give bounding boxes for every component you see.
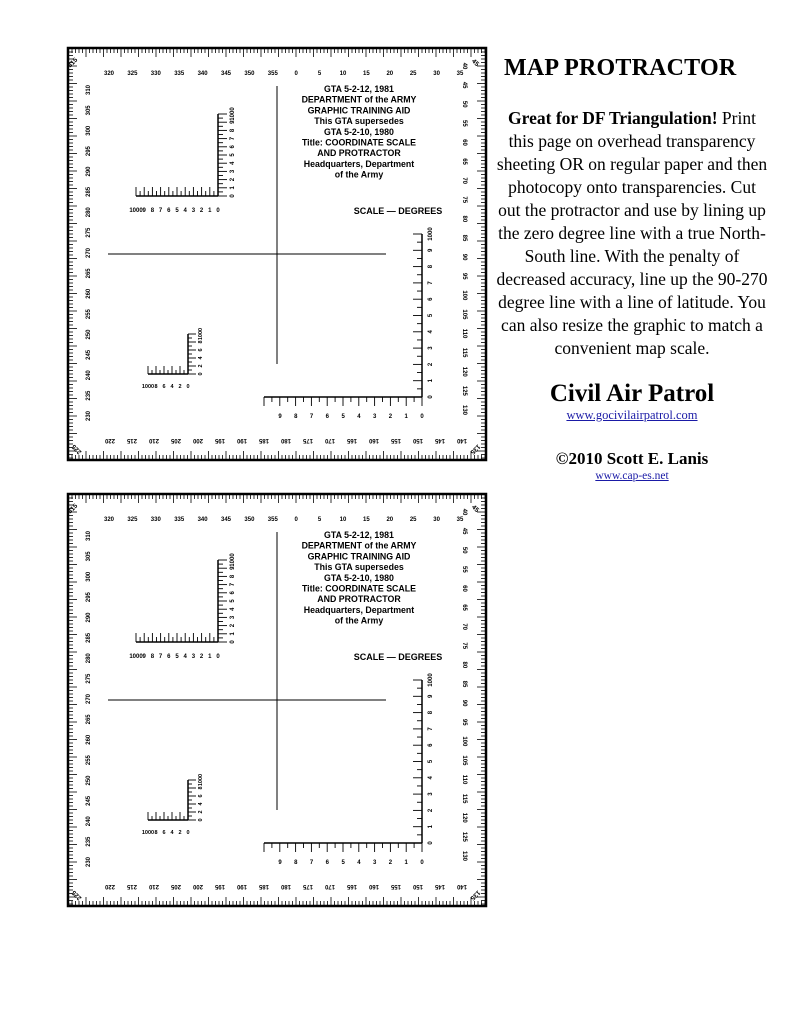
degree-label-left: 290 — [86, 166, 92, 177]
scale-label-h: 1000 — [129, 208, 143, 214]
scale-label-h: 6 — [325, 860, 330, 866]
degree-label-bottom: 210 — [148, 437, 160, 443]
degree-label-top: 355 — [267, 71, 278, 77]
degree-label-corner: 315 — [66, 502, 80, 516]
degree-label-left: 240 — [86, 370, 92, 381]
degree-label-top: 30 — [433, 517, 440, 523]
scale-label-h: 7 — [309, 860, 314, 866]
degree-label-right: 90 — [461, 253, 467, 261]
scale-label-h: 7 — [158, 654, 163, 660]
degree-label-right: 110 — [461, 328, 467, 339]
degree-label-bottom: 165 — [346, 883, 358, 889]
scale-label-h: 8 — [150, 208, 155, 214]
degree-label-bottom: 155 — [390, 883, 402, 889]
center-text-line: Title: COORDINATE SCALE — [301, 583, 417, 594]
degree-label-corner: 45 — [470, 57, 481, 68]
degree-label-right: 75 — [461, 196, 467, 204]
degree-label-left: 300 — [86, 571, 92, 582]
degree-label-corner: 45 — [470, 503, 481, 514]
degree-label-top: 35 — [456, 71, 464, 77]
degree-label-left: 275 — [86, 673, 92, 684]
center-text-line: GTA 5-2-10, 1980 — [324, 572, 394, 583]
scale-label-v: 7 — [230, 582, 236, 587]
degree-label-bottom: 205 — [170, 437, 182, 443]
degree-label-left: 245 — [86, 795, 92, 806]
scale-label-h: 6 — [162, 830, 166, 836]
scale-label-v: 6 — [198, 794, 204, 798]
degree-label-right: 70 — [461, 177, 467, 185]
degree-label-left: 310 — [86, 530, 92, 542]
degree-label-right: 65 — [461, 158, 467, 165]
center-text-line: Title: COORDINATE SCALE — [301, 137, 417, 148]
scale-label-h: 1 — [208, 208, 212, 214]
center-text-line: GTA 5-2-12, 1981 — [324, 530, 394, 540]
degree-label-left: 270 — [86, 693, 92, 705]
degree-label-top: 335 — [174, 71, 185, 77]
degree-label-top: 0 — [294, 517, 298, 523]
scale-label-h: 2 — [199, 654, 204, 660]
degree-label-top: 10 — [339, 517, 347, 523]
scale-label-h: 4 — [170, 830, 174, 836]
degree-label-bottom: 155 — [390, 437, 402, 443]
scale-label-h: 2 — [178, 384, 182, 390]
degree-label-bottom: 195 — [214, 437, 226, 443]
scale-label-h: 0 — [186, 830, 190, 836]
map-protractor-top — [64, 44, 490, 464]
scale-label-h: 9 — [142, 208, 146, 214]
degree-label-top: 25 — [409, 71, 417, 77]
degree-label-bottom: 205 — [170, 883, 182, 889]
degree-label-bottom: 140 — [456, 883, 468, 889]
center-text-line: AND PROTRACTOR — [317, 594, 401, 605]
scale-label-h: 5 — [341, 860, 345, 866]
scale-label-v: 8 — [428, 710, 434, 715]
degree-label-bottom: 215 — [126, 883, 138, 889]
scale-label-v: 7 — [230, 136, 236, 141]
scale-label-h: 6 — [325, 414, 330, 420]
degree-label-right: 115 — [461, 347, 467, 358]
instructions-lead: Great for DF Triangulation! — [508, 108, 718, 128]
degree-label-left: 285 — [86, 186, 92, 197]
degree-label-left: 230 — [86, 410, 92, 422]
scale-label-h: 6 — [167, 208, 171, 214]
scale-label-v: 8 — [230, 574, 236, 579]
scale-label-v: 4 — [230, 607, 236, 611]
scale-label-h: 1000 — [129, 654, 143, 660]
scale-label-v: 2 — [428, 362, 434, 367]
scale-label-h: 1 — [404, 860, 408, 866]
protractor-graphic — [64, 44, 490, 464]
scale-label: SCALE — DEGREES — [353, 206, 443, 216]
scale-label-v: 5 — [230, 599, 236, 603]
degree-label-right: 100 — [461, 736, 467, 747]
degree-label-top: 325 — [127, 517, 138, 523]
instructions-panel — [496, 52, 768, 482]
scale-label-v: 2 — [428, 808, 434, 813]
degree-label-top: 330 — [150, 71, 161, 77]
scale-label-v: 3 — [428, 792, 434, 796]
degree-label-corner: 135 — [468, 888, 482, 902]
degree-label-left: 275 — [86, 227, 92, 238]
scale-label-v: 8 — [198, 786, 204, 790]
scale-label-h: 1000 — [141, 830, 155, 836]
degree-label-bottom: 185 — [258, 437, 270, 443]
degree-label-bottom: 180 — [280, 883, 292, 889]
scale-label-h: 2 — [388, 414, 393, 420]
scale-label-h: 8 — [294, 414, 298, 420]
scale-label-h: 3 — [372, 414, 377, 420]
scale-label-h: 3 — [191, 654, 196, 660]
degree-label-top: 25 — [409, 517, 417, 523]
degree-label-left: 285 — [86, 632, 92, 643]
scale-label-v: 1000 — [428, 227, 434, 241]
degree-label-top: 35 — [456, 517, 464, 523]
degree-label-bottom: 200 — [192, 437, 204, 443]
degree-label-right: 45 — [461, 81, 467, 89]
degree-label-right: 80 — [461, 661, 467, 669]
protractor-graphic — [64, 490, 490, 910]
degree-label-right: 60 — [461, 139, 467, 146]
scale-label-h: 5 — [175, 654, 179, 660]
degree-label-top: 345 — [220, 71, 232, 77]
scale-label-h: 0 — [420, 414, 424, 420]
degree-label-right: 55 — [461, 119, 467, 127]
degree-label-right: 95 — [461, 718, 467, 726]
degree-label-top: 30 — [433, 71, 440, 77]
degree-label-bottom: 190 — [236, 883, 248, 889]
degree-label-right: 120 — [461, 812, 467, 823]
center-text-line: DEPARTMENT of the ARMY — [301, 540, 417, 551]
scale-label-h: 5 — [341, 414, 345, 420]
degree-label-left: 290 — [86, 612, 92, 623]
scale-label-v: 7 — [428, 281, 434, 285]
center-text-line: This GTA supersedes — [314, 562, 404, 573]
degree-label-right: 125 — [461, 385, 467, 396]
scale-label-h: 1 — [404, 414, 408, 420]
copyright-notice: ©2010 Scott E. Lanis — [555, 449, 709, 468]
degree-label-bottom: 150 — [412, 883, 424, 889]
degree-label-top: 340 — [197, 71, 208, 77]
scale-label-v: 6 — [198, 348, 204, 352]
map-protractor-bottom — [64, 490, 490, 910]
degree-label-left: 230 — [86, 856, 92, 868]
degree-label-left: 235 — [86, 836, 92, 847]
scale-label-h: 0 — [216, 208, 220, 214]
center-text-line: of the Army — [334, 169, 384, 180]
degree-label-top: 320 — [103, 71, 115, 77]
scale-label-v: 1 — [230, 632, 236, 636]
scale-label-h: 0 — [420, 860, 424, 866]
degree-label-right: 55 — [461, 565, 467, 573]
degree-label-top: 20 — [386, 71, 394, 77]
degree-label-left: 260 — [86, 288, 92, 299]
degree-label-bottom: 215 — [126, 437, 138, 443]
degree-label-left: 255 — [86, 309, 92, 320]
scale-label-v: 5 — [428, 313, 434, 318]
degree-label-corner: 135 — [468, 442, 482, 456]
scale-label-v: 0 — [230, 640, 236, 644]
scale-label-v: 1000 — [230, 553, 236, 567]
scale-label-v: 2 — [230, 177, 236, 182]
degree-label-right: 50 — [461, 546, 467, 554]
scale-label-h: 3 — [372, 860, 377, 866]
degree-label-bottom: 175 — [302, 883, 314, 889]
center-text-line: DEPARTMENT of the ARMY — [301, 94, 417, 105]
degree-label-top: 345 — [220, 517, 232, 523]
degree-label-right: 60 — [461, 585, 467, 592]
scale-label-h: 7 — [309, 414, 314, 420]
degree-label-right: 90 — [461, 699, 467, 707]
scale-label-h: 3 — [191, 208, 196, 214]
degree-label-left: 235 — [86, 390, 92, 401]
degree-label-bottom: 195 — [214, 883, 226, 889]
scale-label-h: 4 — [183, 208, 187, 214]
degree-label-right: 80 — [461, 215, 467, 223]
degree-label-bottom: 210 — [148, 883, 160, 889]
degree-label-left: 255 — [86, 755, 92, 766]
degree-label-bottom: 145 — [434, 883, 446, 889]
degree-label-corner: 225 — [70, 442, 84, 456]
degree-label-bottom: 190 — [236, 437, 248, 443]
degree-label-left: 305 — [86, 105, 92, 116]
degree-label-left: 280 — [86, 653, 92, 664]
degree-label-right: 50 — [461, 100, 467, 108]
scale-label-v: 0 — [428, 841, 434, 845]
scale-label-v: 0 — [198, 372, 204, 376]
scale-label-h: 9 — [278, 414, 282, 420]
degree-label-right: 45 — [461, 527, 467, 535]
degree-label-right: 65 — [461, 604, 467, 611]
scale-label-h: 1 — [208, 654, 212, 660]
degree-label-top: 340 — [197, 517, 208, 523]
degree-label-left: 270 — [86, 247, 92, 259]
degree-label-left: 295 — [86, 146, 92, 157]
degree-label-top: 15 — [363, 71, 370, 77]
degree-label-left: 250 — [86, 775, 92, 786]
organization-name: Civil Air Patrol — [549, 380, 715, 407]
degree-label-bottom: 220 — [104, 437, 116, 443]
scale-label-v: 6 — [230, 591, 236, 595]
scale-label-v: 5 — [428, 759, 434, 764]
scale-label-h: 4 — [183, 654, 187, 660]
center-text-line: GRAPHIC TRAINING AID — [307, 551, 411, 562]
degree-label-bottom: 165 — [346, 437, 358, 443]
center-text-line: of the Army — [334, 615, 384, 626]
degree-label-right: 125 — [461, 831, 467, 842]
scale-label-v: 1 — [428, 825, 434, 829]
scale-label-v: 2 — [198, 810, 204, 814]
scale-label-h: 8 — [154, 830, 158, 836]
degree-label-corner: 315 — [66, 56, 80, 70]
degree-label-corner: 225 — [70, 888, 84, 902]
degree-label-top: 20 — [386, 517, 394, 523]
degree-label-bottom: 140 — [456, 437, 468, 443]
degree-label-top: 350 — [244, 517, 255, 523]
scale-label-v: 6 — [428, 743, 434, 747]
degree-label-right: 40 — [461, 508, 467, 516]
scale-label-v: 9 — [428, 248, 434, 252]
degree-label-left: 310 — [86, 84, 92, 96]
scale-label-v: 2 — [198, 364, 204, 368]
degree-label-top: 0 — [294, 71, 298, 77]
scale-label-h: 0 — [186, 384, 190, 390]
degree-label-right: 100 — [461, 290, 467, 301]
scale-label-h: 0 — [216, 654, 220, 660]
degree-label-right: 105 — [461, 755, 467, 766]
center-text-line: Headquarters, Department — [303, 604, 415, 615]
scale-label-v: 1 — [428, 379, 434, 383]
scale-label-v: 9 — [230, 120, 236, 124]
center-text-line: This GTA supersedes — [314, 116, 404, 127]
scale-label-h: 2 — [178, 830, 182, 836]
instructions-body: Print this page on overhead transparency sheeting OR on regular paper and then photocopy onto transparencies. Cut out the protractor and use by lining up the zero degree line with a true North-South line. With the penalty of decreased accuracy, line up the 90-270 degree line with a line of latitude. You can also resize the graphic to match a convenient map scale. — [496, 108, 768, 358]
degree-label-left: 295 — [86, 592, 92, 603]
scale-label-h: 4 — [170, 384, 174, 390]
scale-label: SCALE — DEGREES — [353, 652, 443, 662]
degree-label-top: 355 — [267, 517, 278, 523]
degree-label-bottom: 150 — [412, 437, 424, 443]
scale-label-v: 2 — [230, 623, 236, 628]
scale-label-v: 0 — [198, 818, 204, 822]
degree-label-bottom: 160 — [368, 883, 380, 889]
scale-label-v: 8 — [198, 340, 204, 344]
degree-label-bottom: 145 — [434, 437, 446, 443]
degree-label-right: 95 — [461, 272, 467, 280]
degree-label-right: 130 — [461, 404, 467, 416]
degree-label-right: 85 — [461, 680, 467, 688]
scale-label-h: 9 — [278, 860, 282, 866]
degree-label-bottom: 185 — [258, 883, 270, 889]
degree-label-right: 105 — [461, 309, 467, 320]
scale-label-v: 1000 — [230, 107, 236, 121]
scale-label-v: 4 — [230, 161, 236, 165]
scale-label-v: 1000 — [198, 327, 204, 341]
scale-label-h: 8 — [154, 384, 158, 390]
scale-label-v: 4 — [428, 330, 434, 334]
center-text-line: GRAPHIC TRAINING AID — [307, 105, 411, 116]
scale-label-v: 4 — [198, 802, 204, 806]
scale-label-v: 1000 — [428, 673, 434, 687]
scale-label-v: 0 — [428, 395, 434, 399]
degree-label-right: 75 — [461, 642, 467, 650]
scale-label-v: 3 — [428, 346, 434, 350]
degree-label-right: 120 — [461, 366, 467, 377]
scale-label-h: 6 — [167, 654, 171, 660]
degree-label-bottom: 220 — [104, 883, 116, 889]
degree-label-left: 300 — [86, 125, 92, 136]
scale-label-h: 9 — [142, 654, 146, 660]
scale-label-v: 6 — [428, 297, 434, 301]
degree-label-right: 110 — [461, 774, 467, 785]
degree-label-top: 330 — [150, 517, 161, 523]
degree-label-bottom: 170 — [324, 883, 336, 889]
degree-label-bottom: 170 — [324, 437, 336, 443]
scale-label-h: 4 — [357, 860, 361, 866]
degree-label-left: 245 — [86, 349, 92, 360]
degree-label-top: 335 — [174, 517, 185, 523]
scale-label-v: 8 — [428, 264, 434, 269]
degree-label-left: 265 — [86, 268, 92, 279]
degree-label-left: 240 — [86, 816, 92, 827]
degree-label-top: 10 — [339, 71, 347, 77]
center-text-line: GTA 5-2-12, 1981 — [324, 84, 394, 94]
scale-label-v: 6 — [230, 145, 236, 149]
page-title: MAP PROTRACTOR — [504, 55, 737, 81]
scale-label-h: 7 — [158, 208, 163, 214]
degree-label-top: 5 — [317, 71, 322, 77]
center-text-line: GTA 5-2-10, 1980 — [324, 126, 394, 137]
scale-label-v: 7 — [428, 727, 434, 731]
degree-label-bottom: 200 — [192, 883, 204, 889]
degree-label-top: 325 — [127, 71, 138, 77]
organization-link[interactable]: www.gocivilairpatrol.com — [566, 408, 698, 422]
degree-label-left: 305 — [86, 551, 92, 562]
degree-label-left: 250 — [86, 329, 92, 340]
degree-label-left: 280 — [86, 207, 92, 218]
degree-label-right: 40 — [461, 62, 467, 70]
degree-label-top: 15 — [363, 517, 370, 523]
degree-label-bottom: 160 — [368, 437, 380, 443]
author-link[interactable]: www.cap-es.net — [595, 470, 669, 482]
scale-label-v: 1 — [230, 186, 236, 190]
degree-label-right: 85 — [461, 234, 467, 242]
degree-label-top: 350 — [244, 71, 255, 77]
degree-label-right: 130 — [461, 850, 467, 862]
degree-label-bottom: 180 — [280, 437, 292, 443]
scale-label-v: 5 — [230, 153, 236, 157]
scale-label-h: 1000 — [141, 384, 155, 390]
scale-label-v: 0 — [230, 194, 236, 198]
degree-label-left: 265 — [86, 714, 92, 725]
degree-label-left: 260 — [86, 734, 92, 745]
scale-label-h: 8 — [294, 860, 298, 866]
scale-label-v: 1000 — [198, 773, 204, 787]
scale-label-v: 9 — [428, 694, 434, 698]
degree-label-top: 5 — [317, 517, 322, 523]
scale-label-h: 5 — [175, 208, 179, 214]
scale-label-v: 4 — [428, 776, 434, 780]
center-text-line: AND PROTRACTOR — [317, 148, 401, 159]
scale-label-h: 8 — [150, 654, 155, 660]
scale-label-v: 3 — [230, 169, 236, 174]
instructions-paragraph — [496, 107, 768, 360]
scale-label-v: 8 — [230, 128, 236, 133]
degree-label-right: 115 — [461, 793, 467, 804]
scale-label-h: 2 — [199, 208, 204, 214]
center-text-line: Headquarters, Department — [303, 158, 415, 169]
degree-label-top: 320 — [103, 517, 115, 523]
scale-label-h: 6 — [162, 384, 166, 390]
scale-label-h: 4 — [357, 414, 361, 420]
scale-label-v: 9 — [230, 566, 236, 570]
scale-label-v: 4 — [198, 356, 204, 360]
degree-label-bottom: 175 — [302, 437, 314, 443]
scale-label-v: 3 — [230, 615, 236, 620]
degree-label-right: 70 — [461, 623, 467, 631]
scale-label-h: 2 — [388, 860, 393, 866]
